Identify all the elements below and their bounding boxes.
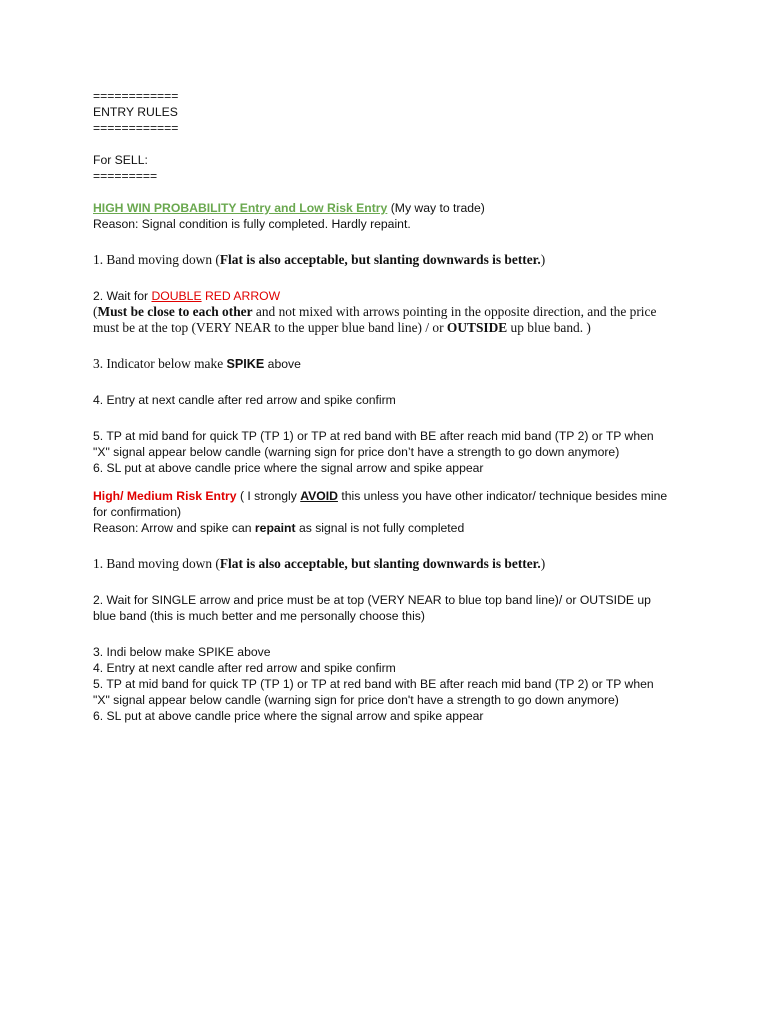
medium-rule-1 <box>93 556 673 572</box>
rule-line: ============ <box>93 121 179 135</box>
double-label: DOUBLE <box>151 289 202 303</box>
medium-risk-heading: High/ Medium Risk Entry <box>93 489 237 503</box>
high-win-note: (My way to trade) <box>387 201 485 215</box>
rule-text: ) <box>540 556 546 571</box>
medium-rule-6: 6. SL put at above candle price where the signal arrow and spike appear <box>93 709 484 723</box>
high-win-rule-4: 4. Entry at next candle after red arrow and spike confirm <box>93 393 396 407</box>
high-win-heading: HIGH WIN PROBABILITY Entry and Low Risk Entry <box>93 201 388 215</box>
rule-text: above <box>264 357 301 371</box>
rule-text: 1. Band moving down ( <box>93 556 220 571</box>
rule-text: 1. Band moving down ( <box>93 252 220 267</box>
rule-text: and not mixed with arrows pointing in the opposite direction, and the price must be at the top (VERY NEAR to the upper blue band line) / or <box>93 304 657 335</box>
medium-rule-3: 3. Indi below make SPIKE above <box>93 645 271 659</box>
side-label: For SELL: <box>93 153 148 167</box>
rule-line: ============ <box>93 89 179 103</box>
section-title: ENTRY RULES <box>93 105 178 119</box>
high-win-heading-line <box>93 200 673 216</box>
high-win-rule-5: 5. TP at mid band for quick TP (TP 1) or TP at red band with BE after reach mid band (TP 2) or TP when "X" signal appear below candle (warning sign for price don’t have a strength to go down anymore) <box>93 429 654 459</box>
high-win-rule-2 <box>93 288 673 304</box>
rule-text: ) <box>540 252 546 267</box>
high-win-rule-1 <box>93 252 673 268</box>
medium-risk-reason <box>93 520 673 536</box>
rule-emphasis: OUTSIDE <box>446 320 508 335</box>
rule-text: 3. Indicator below make <box>93 356 227 371</box>
rule-line: ========= <box>93 169 158 183</box>
rule-emphasis: Flat is also acceptable, but slanting downwards is better. <box>219 556 541 571</box>
reason-text: Reason: Arrow and spike can <box>93 521 255 535</box>
repaint-label: repaint <box>254 521 296 535</box>
rule-text: up blue band. ) <box>507 320 591 335</box>
high-win-reason: Reason: Signal condition is fully completed. Hardly repaint. <box>93 217 411 231</box>
medium-rule-4: 4. Entry at next candle after red arrow and spike confirm <box>93 661 396 675</box>
heading-text: this unless you have other indicator/ technique besides mine for confirmation) <box>93 489 668 519</box>
heading-text: ( I strongly <box>236 489 301 503</box>
rule-emphasis: Must be close to each other <box>97 304 253 319</box>
spike-label: SPIKE <box>226 357 265 371</box>
reason-text: as signal is not fully completed <box>295 521 465 535</box>
high-win-rule-6: 6. SL put at above candle price where the signal arrow and spike appear <box>93 461 484 475</box>
high-win-rule-2-detail <box>93 304 673 336</box>
rule-text: ( <box>93 304 98 319</box>
avoid-label: AVOID <box>300 489 338 503</box>
rule-emphasis: Flat is also acceptable, but slanting downwards is better. <box>219 252 541 267</box>
medium-risk-heading-line <box>93 488 673 520</box>
rule-text: 2. Wait for <box>93 289 152 303</box>
high-win-rule-3 <box>93 356 673 372</box>
medium-rule-5: 5. TP at mid band for quick TP (TP 1) or TP at red band with BE after reach mid band (TP 2) or TP when "X" signal appear below candle (warning sign for price don't have a strength to go down anymore) <box>93 677 654 707</box>
red-arrow-label: RED ARROW <box>201 289 281 303</box>
medium-rule-2: 2. Wait for SINGLE arrow and price must be at top (VERY NEAR to blue top band line)/ or OUTSIDE up blue band (this is much better and me personally choose this) <box>93 593 651 623</box>
document-page <box>93 88 673 724</box>
